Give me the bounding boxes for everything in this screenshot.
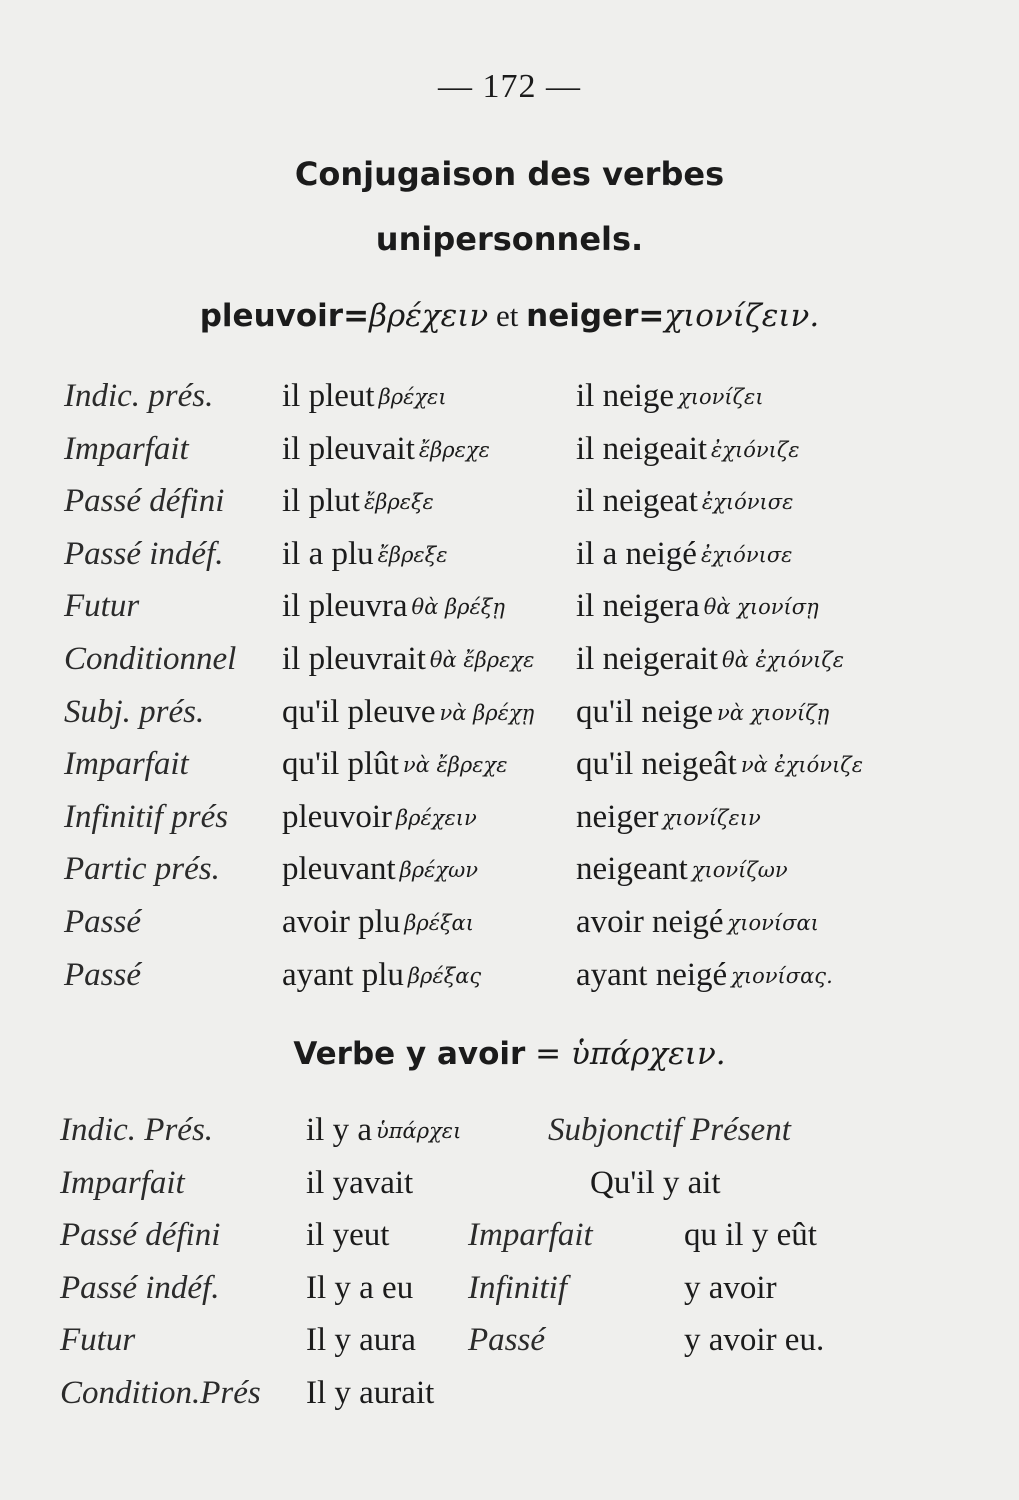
tense-label: Conditionnel [64,641,237,677]
neiger-form [576,588,819,625]
subtitle-greek-a: βρέχειν [369,298,489,334]
secondary-form: y avoir eu. [684,1322,825,1358]
y-avoir-form [306,1112,461,1149]
tense-label: Passé défini [60,1217,221,1253]
tense-label: Passé défini [64,483,225,520]
pleuvoir-greek: βρέχων [399,858,479,883]
pleuvoir-greek: ἔβρεξε [377,542,448,567]
section-2-title-fr: Verbe y avoir [293,1036,526,1072]
y-avoir-form [306,1165,413,1202]
pleuvoir-french: il pleuvait [282,430,415,467]
neiger-french: qu'il neige [576,693,713,730]
pleuvoir-form [282,694,534,731]
table2-row [0,1165,1019,1215]
tense-label: Futur [60,1322,136,1358]
pleuvoir-greek: βρέχει [378,385,447,409]
table2-row [0,1217,1019,1267]
y-avoir-french: Il y a eu [306,1269,414,1306]
neiger-greek: θὰ ἐχιόνιζε [722,648,845,672]
secondary-tense-label: Subjonctif Présent [548,1112,791,1148]
section-2-title [0,1036,1019,1072]
neiger-french: il neigerait [576,641,719,677]
tense-label: Imparfait [60,1164,185,1201]
subtitle-and: et [488,298,527,333]
y-avoir-form [306,1322,416,1359]
tense-label: Indic. prés. [64,378,214,414]
y-avoir-form [306,1217,389,1254]
neiger-form [576,851,788,888]
neiger-french: ayant neigé [576,956,728,993]
pleuvoir-french: il plut [282,483,360,520]
pleuvoir-french: il pleut [282,378,375,414]
pleuvoir-french: pleuvoir [282,798,392,835]
table2-row [0,1270,1019,1320]
table1-row [0,588,1019,638]
y-avoir-french: Il y aurait [306,1374,435,1411]
pleuvoir-french: pleuvant [282,851,396,888]
table1-row [0,957,1019,1007]
pleuvoir-form [282,431,490,468]
y-avoir-french: il yeut [306,1217,390,1253]
secondary-form: qu il y eût [684,1217,817,1253]
neiger-french: il neige [576,378,675,414]
neiger-french: avoir neigé [576,904,724,940]
tense-label: Imparfait [64,430,189,467]
title-line-2: unipersonnels. [375,220,644,258]
tense-label: Subj. prés. [64,693,205,730]
neiger-form [576,957,833,994]
subtitle-equals-a: = [343,298,370,334]
neiger-greek: νὰ ἐχιόνιζε [740,753,863,778]
table1-row [0,483,1019,533]
table1-row [0,799,1019,849]
tense-label: Imparfait [64,746,189,783]
tense-label: Futur [64,588,140,625]
pleuvoir-greek: θὰ ἔβρεχε [429,648,535,672]
pleuvoir-greek: θὰ βρέξῃ [411,595,505,620]
secondary-tense-label: Passé [468,1322,545,1358]
table2-row [0,1375,1019,1425]
neiger-greek: χιονίσας. [731,963,833,988]
tense-label: Passé [64,904,141,940]
neiger-form [576,904,819,941]
pleuvoir-greek: νὰ ἔβρεχε [402,753,508,778]
pleuvoir-form [282,641,534,678]
neiger-french: il neigeait [576,430,708,467]
neiger-form [576,746,863,783]
subtitle-verb-b: neiger [526,298,639,334]
tense-label: Passé [64,956,141,993]
y-avoir-form [306,1270,413,1307]
neiger-greek: χιονίζειν [662,805,761,830]
table1-row [0,694,1019,744]
section-2-title-greek: ὑπάρχειν. [571,1036,726,1072]
neiger-greek: χιονίζει [678,385,764,409]
y-avoir-form [306,1375,434,1412]
neiger-greek: ἐχιόνιζε [711,437,800,462]
tense-label: Passé indéf. [60,1269,220,1306]
neiger-form [576,536,792,573]
neiger-greek: θὰ χιονίσῃ [703,595,819,620]
pleuvoir-french: il pleuvra [282,588,408,625]
neiger-form [576,799,761,836]
pleuvoir-form [282,588,505,625]
table1-row [0,431,1019,481]
y-avoir-greek: ὑπάρχει [375,1119,462,1143]
neiger-form [576,694,829,731]
pleuvoir-form [282,799,477,836]
pleuvoir-greek: βρέξας [407,963,482,988]
pleuvoir-french: ayant plu [282,956,404,993]
pleuvoir-french: qu'il plût [282,746,399,783]
neiger-form [576,431,800,468]
pleuvoir-form [282,904,474,941]
pleuvoir-french: il a plu [282,535,374,572]
neiger-french: neigeant [576,851,688,888]
neiger-french: neiger [576,798,659,835]
tense-label: Indic. Prés. [60,1112,214,1148]
pleuvoir-form [282,483,434,520]
pleuvoir-french: avoir plu [282,904,401,940]
pleuvoir-form [282,851,478,888]
section-2-title-equals: = [525,1036,571,1072]
table1-row [0,746,1019,796]
pleuvoir-form [282,746,508,783]
pleuvoir-form [282,957,481,994]
page-number: — 172 — [438,68,581,105]
neiger-form [576,378,764,415]
neiger-form [576,483,793,520]
secondary-tense-label: Imparfait [468,1217,593,1253]
subtitle-equals-b: = [638,298,665,334]
table2-row [0,1322,1019,1372]
tense-label: Infinitif prés [64,798,229,835]
neiger-form [576,641,844,678]
neiger-french: il a neigé [576,535,697,572]
table1-row [0,641,1019,691]
secondary-form: y avoir [684,1269,777,1306]
subtitle [0,298,1019,334]
tense-label: Partic prés. [64,851,220,888]
neiger-french: qu'il neigeât [576,746,737,783]
y-avoir-french: il y a [306,1112,372,1148]
tense-label: Passé indéf. [64,535,224,572]
pleuvoir-greek: νὰ βρέχῃ [439,700,535,725]
pleuvoir-greek: ἔβρεξε [363,490,434,515]
pleuvoir-greek: βρέχειν [395,805,477,830]
pleuvoir-form [282,536,448,573]
pleuvoir-form [282,378,447,415]
subtitle-verb-a: pleuvoir [199,298,344,334]
y-avoir-french: Il y aura [306,1322,416,1358]
secondary-tense-label: Infinitif [468,1269,567,1306]
y-avoir-french: il yavait [306,1164,414,1201]
neiger-greek: ἐχιόνισε [700,542,793,567]
secondary-form: Qu'il y ait [590,1164,721,1201]
table1-row [0,851,1019,901]
table2-row [0,1112,1019,1162]
neiger-french: il neigeat [576,483,698,520]
neiger-french: il neigera [576,588,700,625]
neiger-greek: χιονίσαι [727,911,819,935]
pleuvoir-french: qu'il pleuve [282,693,436,730]
table1-row [0,378,1019,428]
pleuvoir-greek: βρέξαι [404,911,474,935]
neiger-greek: χιονίζων [691,858,788,883]
pleuvoir-greek: ἔβρεχε [418,437,490,462]
subtitle-greek-b: χιονίζειν. [664,298,820,334]
tense-label: Condition.Prés [60,1374,261,1411]
title-line-1: Conjugaison des verbes [294,155,725,193]
table1-row [0,536,1019,586]
neiger-greek: νὰ χιονίζῃ [717,700,830,725]
pleuvoir-french: il pleuvrait [282,641,426,677]
neiger-greek: ἐχιόνισε [701,490,794,515]
table1-row [0,904,1019,954]
